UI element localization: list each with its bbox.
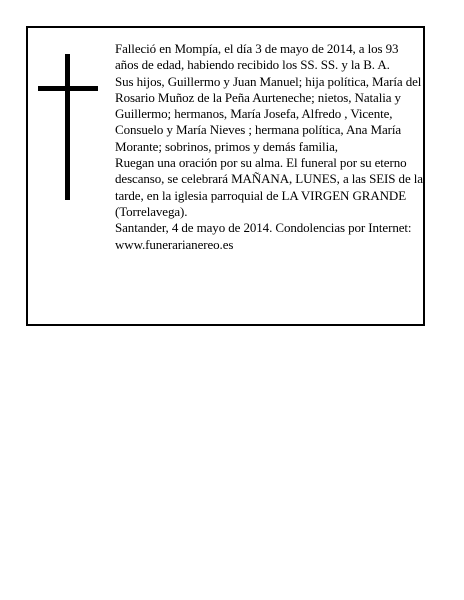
cross-horizontal-bar xyxy=(38,86,98,91)
cross-vertical-bar xyxy=(65,54,70,200)
funeral-details: Ruegan una oración por su alma. El funeral por su eterno descanso, se celebrará MAÑANA, LUNES, a las SEIS de la tarde, en la iglesia parroquial de LA VIRGEN GRANDE (Torrelavega). xyxy=(115,155,423,219)
family-list: Sus hijos, Guillermo y Juan Manuel; hija política, María del Rosario Muñoz de la Peña Aurteneche; nietos, Natalia y Guillermo; hermanos, María Josefa, Alfredo , Vicente, Consuelo y María Nieves ; hermana política, Ana María Morante; sobrinos, primos y demás familia, xyxy=(115,73,422,154)
death-announcement: Falleció en Mompía, el día 3 de mayo de 2014, a los 93 años de edad, habiendo recibido los SS. SS. y la B. A. xyxy=(115,41,399,73)
cross-icon xyxy=(38,54,98,200)
obituary-notice xyxy=(26,26,425,326)
place-date-condolences: Santander, 4 de mayo de 2014. Condolencias por Internet: www.funerarianereo.es xyxy=(115,220,412,252)
obituary-text xyxy=(115,41,423,253)
